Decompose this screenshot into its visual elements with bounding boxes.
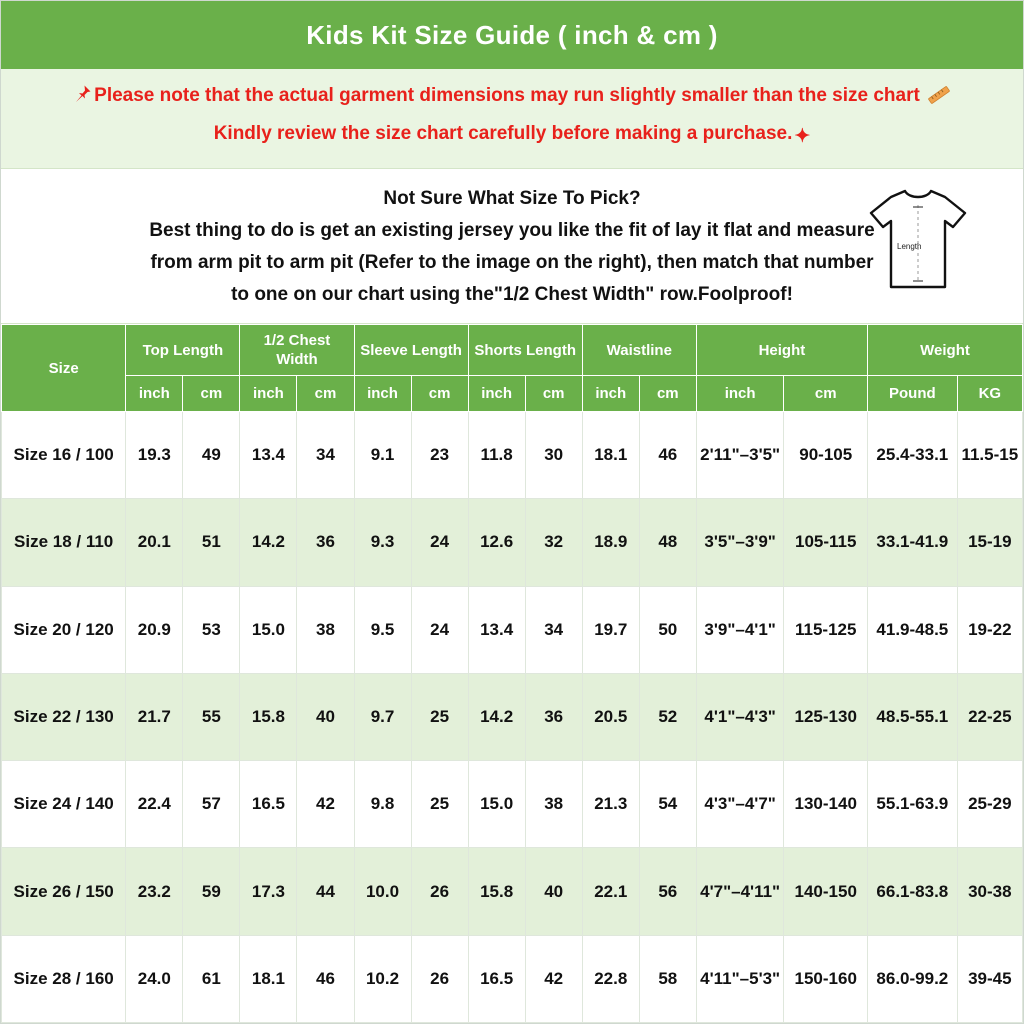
table-head bbox=[2, 325, 1023, 412]
table-cell: 4'7"–4'11" bbox=[696, 848, 784, 935]
table-cell: 52 bbox=[639, 673, 696, 760]
col-header-top-length: Top Length bbox=[126, 325, 240, 376]
table-cell: 51 bbox=[183, 499, 240, 586]
table-cell: 9.8 bbox=[354, 761, 411, 848]
advice-question: Not Sure What Size To Pick? bbox=[383, 188, 641, 209]
table-cell: 46 bbox=[297, 935, 354, 1022]
table-cell: 3'9"–4'1" bbox=[696, 586, 784, 673]
unit-header-shorts-cm: cm bbox=[525, 376, 582, 412]
table-cell: 24 bbox=[411, 586, 468, 673]
col-header-waistline: Waistline bbox=[582, 325, 696, 376]
table-cell: 17.3 bbox=[240, 848, 297, 935]
table-cell: 9.3 bbox=[354, 499, 411, 586]
unit-header-height-inch: inch bbox=[696, 376, 784, 412]
table-cell: 19-22 bbox=[957, 586, 1022, 673]
col-header-shorts-length: Shorts Length bbox=[468, 325, 582, 376]
table-cell: 34 bbox=[525, 586, 582, 673]
table-cell-size: Size 28 / 160 bbox=[2, 935, 126, 1022]
table-cell: 59 bbox=[183, 848, 240, 935]
table-cell: 25 bbox=[411, 673, 468, 760]
unit-header-weight-pound: Pound bbox=[868, 376, 958, 412]
table-cell: 46 bbox=[639, 412, 696, 499]
col-header-sleeve-length: Sleeve Length bbox=[354, 325, 468, 376]
table-cell: 19.7 bbox=[582, 586, 639, 673]
table-cell: 14.2 bbox=[468, 673, 525, 760]
table-group-header-row bbox=[2, 325, 1023, 376]
col-header-height: Height bbox=[696, 325, 867, 376]
table-cell: 4'11"–5'3" bbox=[696, 935, 784, 1022]
table-cell: 12.6 bbox=[468, 499, 525, 586]
table-cell: 42 bbox=[525, 935, 582, 1022]
table-cell: 30-38 bbox=[957, 848, 1022, 935]
table-cell: 16.5 bbox=[240, 761, 297, 848]
table-cell: 48 bbox=[639, 499, 696, 586]
table-cell: 18.1 bbox=[240, 935, 297, 1022]
note-band bbox=[1, 69, 1023, 169]
table-cell: 9.7 bbox=[354, 673, 411, 760]
table-cell: 25 bbox=[411, 761, 468, 848]
unit-header-waist-cm: cm bbox=[639, 376, 696, 412]
table-cell: 115-125 bbox=[784, 586, 868, 673]
table-cell: 66.1-83.8 bbox=[868, 848, 958, 935]
col-header-half-chest-width: 1/2 Chest Width bbox=[240, 325, 354, 376]
table-cell: 26 bbox=[411, 848, 468, 935]
table-cell-size: Size 20 / 120 bbox=[2, 586, 126, 673]
unit-header-sleeve-cm: cm bbox=[411, 376, 468, 412]
size-chart-table bbox=[1, 324, 1023, 1023]
table-row bbox=[2, 412, 1023, 499]
table-cell: 58 bbox=[639, 935, 696, 1022]
table-row bbox=[2, 499, 1023, 586]
table-cell: 10.2 bbox=[354, 935, 411, 1022]
table-cell: 20.9 bbox=[126, 586, 183, 673]
table-cell: 3'5"–3'9" bbox=[696, 499, 784, 586]
table-cell: 140-150 bbox=[784, 848, 868, 935]
sparkle-icon: ✦ bbox=[794, 126, 811, 147]
col-header-weight: Weight bbox=[868, 325, 1023, 376]
table-cell: 4'3"–4'7" bbox=[696, 761, 784, 848]
table-cell: 16.5 bbox=[468, 935, 525, 1022]
table-cell: 20.5 bbox=[582, 673, 639, 760]
table-cell: 40 bbox=[525, 848, 582, 935]
table-cell: 24.0 bbox=[126, 935, 183, 1022]
table-cell: 22.8 bbox=[582, 935, 639, 1022]
unit-header-top-length-inch: inch bbox=[126, 376, 183, 412]
table-cell: 57 bbox=[183, 761, 240, 848]
table-cell: 33.1-41.9 bbox=[868, 499, 958, 586]
advice-line-3: to one on our chart using the"1/2 Chest Width" row.Foolproof! bbox=[231, 284, 793, 305]
table-cell-size: Size 24 / 140 bbox=[2, 761, 126, 848]
note-line-1 bbox=[15, 79, 1009, 117]
table-cell: 105-115 bbox=[784, 499, 868, 586]
table-cell: 50 bbox=[639, 586, 696, 673]
table-cell: 125-130 bbox=[784, 673, 868, 760]
table-cell: 90-105 bbox=[784, 412, 868, 499]
table-cell: 9.5 bbox=[354, 586, 411, 673]
table-cell: 15.8 bbox=[468, 848, 525, 935]
pushpin-icon bbox=[72, 82, 92, 116]
table-cell: 11.5-15 bbox=[957, 412, 1022, 499]
note-text-2: Kindly review the size chart carefully before making a purchase. bbox=[213, 123, 793, 144]
table-cell: 22.4 bbox=[126, 761, 183, 848]
table-cell: 130-140 bbox=[784, 761, 868, 848]
table-cell: 32 bbox=[525, 499, 582, 586]
table-cell: 55.1-63.9 bbox=[868, 761, 958, 848]
table-row bbox=[2, 761, 1023, 848]
unit-header-weight-kg: KG bbox=[957, 376, 1022, 412]
table-cell: 23 bbox=[411, 412, 468, 499]
table-cell: 22.1 bbox=[582, 848, 639, 935]
table-cell: 21.7 bbox=[126, 673, 183, 760]
table-cell: 40 bbox=[297, 673, 354, 760]
table-cell: 42 bbox=[297, 761, 354, 848]
table-cell: 61 bbox=[183, 935, 240, 1022]
table-cell: 13.4 bbox=[468, 586, 525, 673]
unit-header-chest-cm: cm bbox=[297, 376, 354, 412]
table-cell: 11.8 bbox=[468, 412, 525, 499]
table-cell-size: Size 22 / 130 bbox=[2, 673, 126, 760]
tshirt-measurement-diagram bbox=[853, 183, 983, 303]
table-cell: 30 bbox=[525, 412, 582, 499]
table-unit-header-row bbox=[2, 376, 1023, 412]
unit-header-height-cm: cm bbox=[784, 376, 868, 412]
table-cell: 25.4-33.1 bbox=[868, 412, 958, 499]
table-cell: 38 bbox=[297, 586, 354, 673]
table-cell: 21.3 bbox=[582, 761, 639, 848]
unit-header-sleeve-inch: inch bbox=[354, 376, 411, 412]
table-cell: 38 bbox=[525, 761, 582, 848]
table-cell: 13.4 bbox=[240, 412, 297, 499]
table-cell: 18.9 bbox=[582, 499, 639, 586]
table-cell: 19.3 bbox=[126, 412, 183, 499]
unit-header-chest-inch: inch bbox=[240, 376, 297, 412]
table-cell: 15-19 bbox=[957, 499, 1022, 586]
svg-text:Length: Length bbox=[897, 242, 922, 251]
table-cell: 44 bbox=[297, 848, 354, 935]
unit-header-shorts-inch: inch bbox=[468, 376, 525, 412]
table-cell: 49 bbox=[183, 412, 240, 499]
col-header-size: Size bbox=[2, 325, 126, 412]
table-cell: 26 bbox=[411, 935, 468, 1022]
advice-block bbox=[1, 169, 1023, 324]
table-cell: 86.0-99.2 bbox=[868, 935, 958, 1022]
table-cell: 150-160 bbox=[784, 935, 868, 1022]
table-cell: 4'1"–4'3" bbox=[696, 673, 784, 760]
table-cell-size: Size 16 / 100 bbox=[2, 412, 126, 499]
table-row bbox=[2, 673, 1023, 760]
table-cell: 25-29 bbox=[957, 761, 1022, 848]
advice-line-2: from arm pit to arm pit (Refer to the image on the right), then match that number bbox=[150, 252, 874, 273]
page-title-bar bbox=[1, 1, 1023, 69]
table-cell: 15.8 bbox=[240, 673, 297, 760]
advice-line-1: Best thing to do is get an existing jersey you like the fit of lay it flat and measure bbox=[149, 220, 875, 241]
table-cell: 10.0 bbox=[354, 848, 411, 935]
table-cell: 48.5-55.1 bbox=[868, 673, 958, 760]
table-cell: 2'11"–3'5" bbox=[696, 412, 784, 499]
table-cell: 36 bbox=[297, 499, 354, 586]
table-cell: 39-45 bbox=[957, 935, 1022, 1022]
table-body bbox=[2, 412, 1023, 1023]
table-cell: 56 bbox=[639, 848, 696, 935]
table-cell: 41.9-48.5 bbox=[868, 586, 958, 673]
page-title: Kids Kit Size Guide ( inch & cm ) bbox=[306, 19, 718, 50]
table-cell-size: Size 18 / 110 bbox=[2, 499, 126, 586]
table-cell: 53 bbox=[183, 586, 240, 673]
table-row bbox=[2, 586, 1023, 673]
note-text-1: Please note that the actual garment dimensions may run slightly smaller than the size chart bbox=[94, 85, 920, 106]
table-cell: 54 bbox=[639, 761, 696, 848]
table-cell: 9.1 bbox=[354, 412, 411, 499]
table-row bbox=[2, 848, 1023, 935]
table-cell: 34 bbox=[297, 412, 354, 499]
table-cell: 15.0 bbox=[240, 586, 297, 673]
table-cell: 15.0 bbox=[468, 761, 525, 848]
table-cell: 20.1 bbox=[126, 499, 183, 586]
table-cell-size: Size 26 / 150 bbox=[2, 848, 126, 935]
table-cell: 55 bbox=[183, 673, 240, 760]
table-row bbox=[2, 935, 1023, 1022]
table-cell: 36 bbox=[525, 673, 582, 760]
table-cell: 23.2 bbox=[126, 848, 183, 935]
note-line-2 bbox=[15, 117, 1009, 154]
unit-header-top-length-cm: cm bbox=[183, 376, 240, 412]
table-cell: 22-25 bbox=[957, 673, 1022, 760]
table-cell: 14.2 bbox=[240, 499, 297, 586]
ruler-icon bbox=[926, 83, 952, 117]
table-cell: 18.1 bbox=[582, 412, 639, 499]
unit-header-waist-inch: inch bbox=[582, 376, 639, 412]
table-cell: 24 bbox=[411, 499, 468, 586]
